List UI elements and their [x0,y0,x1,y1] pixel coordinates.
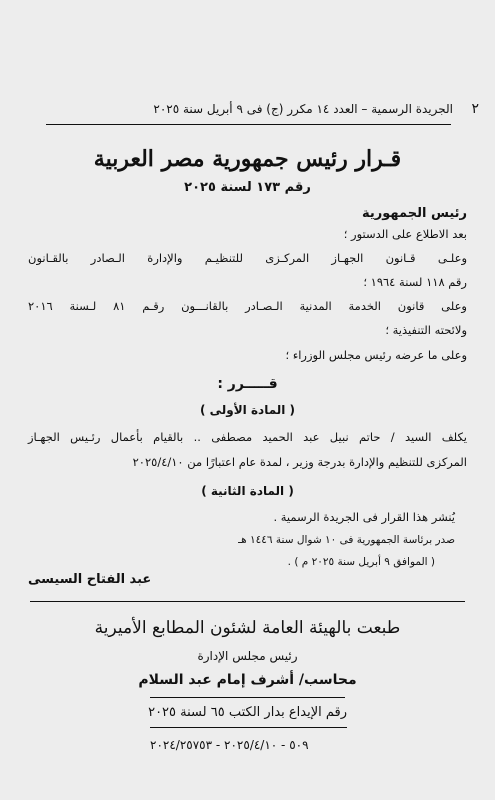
signature: عبد الفتاح السيسى [28,572,152,587]
serial-number: ٥٠٩ - ٢٠٢٥/٤/١٠ - ٢٠٢٤/٢٥٧٥٣ [150,738,309,752]
article-1-heading: ( المادة الأولى ) [199,403,296,417]
article-1-line: المركزى للتنظيم والإدارة بدرجة وزير ، لمدة عام اعتبارًا من ٢٠٢٥/٤/١٠ [132,455,467,469]
deposit-number: رقم الإيداع بدار الكتب ٦٥ لسنة ٢٠٢٥ [148,705,347,720]
corresponding-date: ( الموافق ٩ أبريل سنة ٢٠٢٥ م ) . [287,556,435,568]
decree-number: رقم ١٧٣ لسنة ٢٠٢٥ [184,180,311,195]
preamble-line: بعد الاطلاع على الدستور ؛ [343,227,467,241]
footer-rule [30,601,465,602]
decree-title: قـرار رئيس جمهورية مصر العربية [93,146,402,172]
article-2-heading: ( المادة الثانية ) [201,484,294,498]
issuer-heading: رئيس الجمهورية [362,206,467,221]
preamble-line: وعلى قانون الخدمة المدنية الـصـادر بالقانـــون رقـم ٨١ لـسنة ٢٠١٦ [28,299,467,313]
issued-at: صدر برئاسة الجمهورية فى ١٠ شوال سنة ١٤٤٦ هـ [238,534,455,546]
header-rule [46,124,451,125]
page-number: ٢ [471,101,479,117]
printer-line: طبعت بالهيئة العامة لشئون المطابع الأميرية [94,618,401,638]
imprint-rule [150,697,345,698]
preamble-line: ولائحته التنفيذية ؛ [385,323,467,337]
running-header: الجريدة الرسمية – العدد ١٤ مكرر (ج) فى ٩ أبريل سنة ٢٠٢٥ [153,102,453,116]
preamble-line: وعلى ما عرضه رئيس مجلس الوزراء ؛ [285,348,467,362]
preamble-line: وعلـى قـانون الجهـاز المركـزى للتنظيـم والإدارة الـصادر بالقـانون [28,251,467,265]
article-1-line: يكلف السيد / حاتم نبيل عبد الحميد مصطفى .. بالقيام بأعمال رئـيس الجهـاز [28,430,467,444]
board-chair-title: رئيس مجلس الإدارة [197,649,298,663]
preamble-line: رقم ١١٨ لسنة ١٩٦٤ ؛ [363,275,467,289]
article-2-text: يُنشر هذا القرار فى الجريدة الرسمية . [273,510,455,524]
imprint-rule [150,727,347,728]
decided-label: قـــــرر : [217,376,278,392]
board-chair-name: محاسب/ أشرف إمام عبد السلام [138,672,357,688]
